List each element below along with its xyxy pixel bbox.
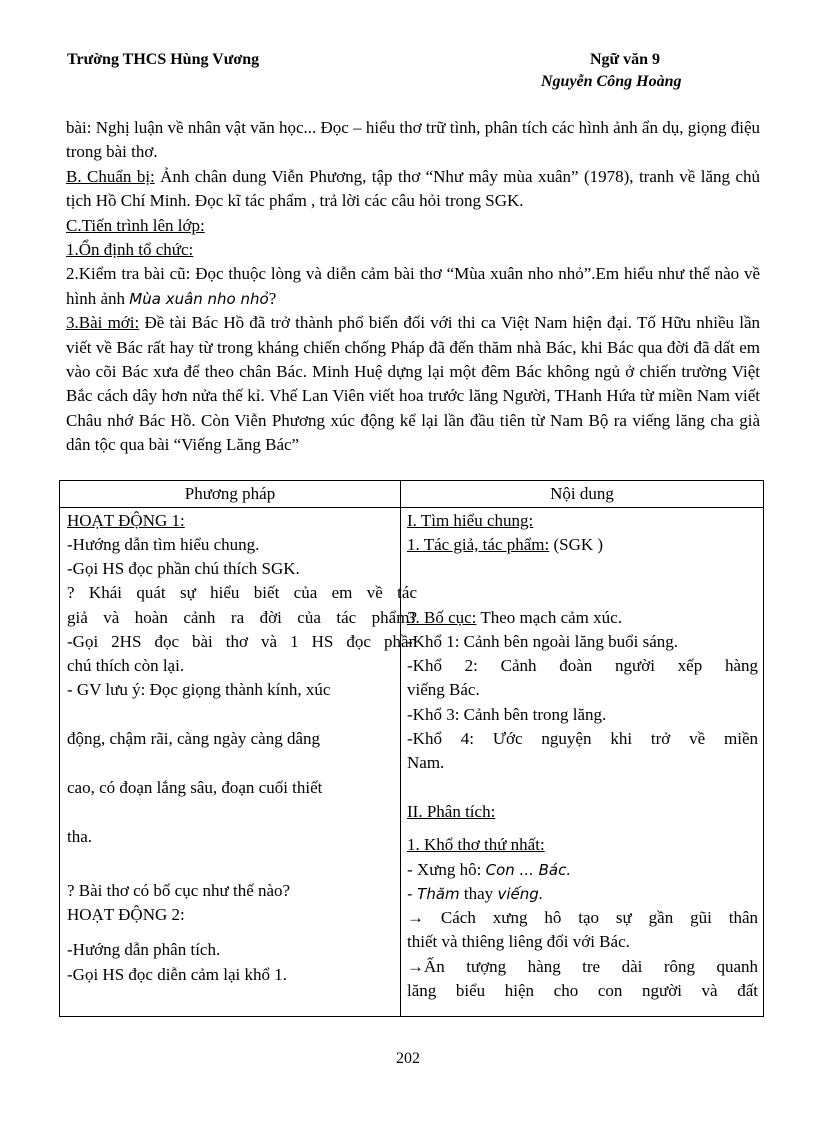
method-line: ? Khái quát sự hiểu biết của em về tác [67,583,417,602]
content-line [407,608,622,628]
step-2-italic: Mùa xuân nho nhỏ [129,289,269,308]
method-line: -Hướng dẫn tìm hiểu chung. [67,535,260,554]
activity-1-heading: HOẠT ĐỘNG 1: [67,511,185,530]
content-line: →Ấn tượng hàng tre dài rông quanh [407,957,758,976]
content-line [407,884,544,904]
page-number: 202 [396,1050,420,1067]
table-header-method: Phương pháp [184,484,276,503]
section-b [66,165,760,214]
content-line: Nam. [407,753,445,772]
content-label: 1. Tác giả, tác phẩm: [407,535,550,554]
table-header-divider [60,507,763,508]
content-line: thiết và thiêng liêng đối với Bác. [407,932,630,951]
content-line: → Cách xưng hô tạo sự gần gũi thân [407,908,758,927]
intro-paragraph-1: bài: Nghị luận về nhân vật văn học... Đọc – hiểu thơ trữ tình, phân tích các hình ảnh ẩn dụ, giọng điệu trong bài thơ. [66,118,760,162]
header-author: Nguyễn Công Hoàng [541,73,682,90]
content-text: Theo mạch cảm xúc. [476,608,622,627]
method-line: -Gọi 2HS đọc bài thơ và 1 HS đọc phần [67,632,417,651]
section-c [66,214,760,238]
content-line: -Khổ 4: Ước nguyện khi trở về miền [407,729,758,748]
method-line: chú thích còn lại. [67,656,185,675]
step-3 [66,311,760,457]
method-line: giả và hoàn cảnh ra đời của tác phẩm? [67,608,417,627]
step-2 [66,262,760,311]
content-italic: Con ... Bác. [485,861,572,879]
header-subject: Ngữ văn 9 [590,51,661,68]
method-line: tha. [67,827,93,846]
header-school: Trường THCS Hùng Vương [67,51,260,68]
activity-2-heading: HOẠT ĐỘNG 2: [67,905,185,924]
step-2-text: 2.Kiểm tra bài cũ: Đọc thuộc lòng và diễn cảm bài thơ “Mùa xuân nho nhỏ”.Em hiểu như thế nào về hình ảnh [66,264,760,308]
content-line: -Khổ 1: Cảnh bên ngoài lăng buổi sáng. [407,632,679,651]
method-line: ? Bài thơ có bố cục như thế nào? [67,881,291,900]
section-b-label: B. Chuẩn bị: [66,166,155,186]
section-c-label: C.Tiến trình lên lớp: [66,215,205,235]
method-line: cao, có đoạn lắng sâu, đoạn cuối thiết [67,778,323,797]
table-column-divider [400,481,401,1016]
step-2-end: ? [268,288,277,308]
content-line: lăng biểu hiện cho con người và đất [407,981,758,1000]
content-italic: viếng. [497,885,544,903]
content-line: viếng Bác. [407,680,480,699]
content-line [407,860,571,880]
step-1-label: 1.Ổn định tổ chức: [66,240,194,260]
content-heading-1: I. Tìm hiểu chung: [407,511,534,530]
content-italic: - Thăm [407,885,460,903]
method-line: -Gọi HS đọc phần chú thích SGK. [67,559,300,578]
content-text: thay [459,884,498,903]
step-3-label: 3.Bài mới: [66,313,140,333]
method-line: - GV lưu ý: Đọc giọng thành kính, xúc [67,680,331,699]
method-line: động, chậm rãi, càng ngày càng dâng [67,729,321,748]
method-line: -Gọi HS đọc diễn cảm lại khổ 1. [67,965,288,984]
content-line: -Khổ 3: Cảnh bên trong lăng. [407,705,607,724]
content-label: 3. Bố cục: [407,608,477,627]
content-line: -Khổ 2: Cảnh đoàn người xếp hàng [407,656,758,675]
content-subheading: 1. Khổ thơ thứ nhất: [407,835,545,854]
intro-text [66,116,760,458]
content-line [407,535,603,555]
content-text: (SGK ) [549,535,604,554]
content-text: - Xưng hô: [407,860,486,879]
step-3-text: Đề tài Bác Hồ đã trở thành phổ biến đối với thi ca Việt Nam hiện đại. Tố Hữu nhiều lần viết về Bác rất hay từ trong kháng chiến chống Pháp đã đến thăm nhà Bác, khi Bác qua đời đã dất em vào cõi Bác xưa để theo chân Bác. Minh Huệ dựng lại một đêm Bác không ngủ ở chiến trường Việt Bắc cách dây hơn nửa thế kỉ. Vhế Lan Viên viết hoa trước lăng Người, THanh Hứa từ miền Nam viết Châu nhớ Bác Hồ. Còn Viễn Phương xúc động kể lại lần đầu tiên từ Nam Bộ ra viếng lăng cha già dân tộc qua bài “Viếng Lăng Bác” [66,313,760,455]
method-line: -Hướng dẫn phân tích. [67,940,221,959]
section-b-text: Ảnh chân dung Viễn Phương, tập thơ “Như mây mùa xuân” (1978), tranh về lăng chủ tịch Hồ Chí Minh. Đọc kĩ tác phẩm , trả lời các câu hỏi trong SGK. [66,166,761,211]
table-header-content: Nội dung [550,484,614,503]
content-heading-2: II. Phân tích: [407,802,496,821]
lesson-table [59,480,764,1017]
step-1 [66,238,760,262]
